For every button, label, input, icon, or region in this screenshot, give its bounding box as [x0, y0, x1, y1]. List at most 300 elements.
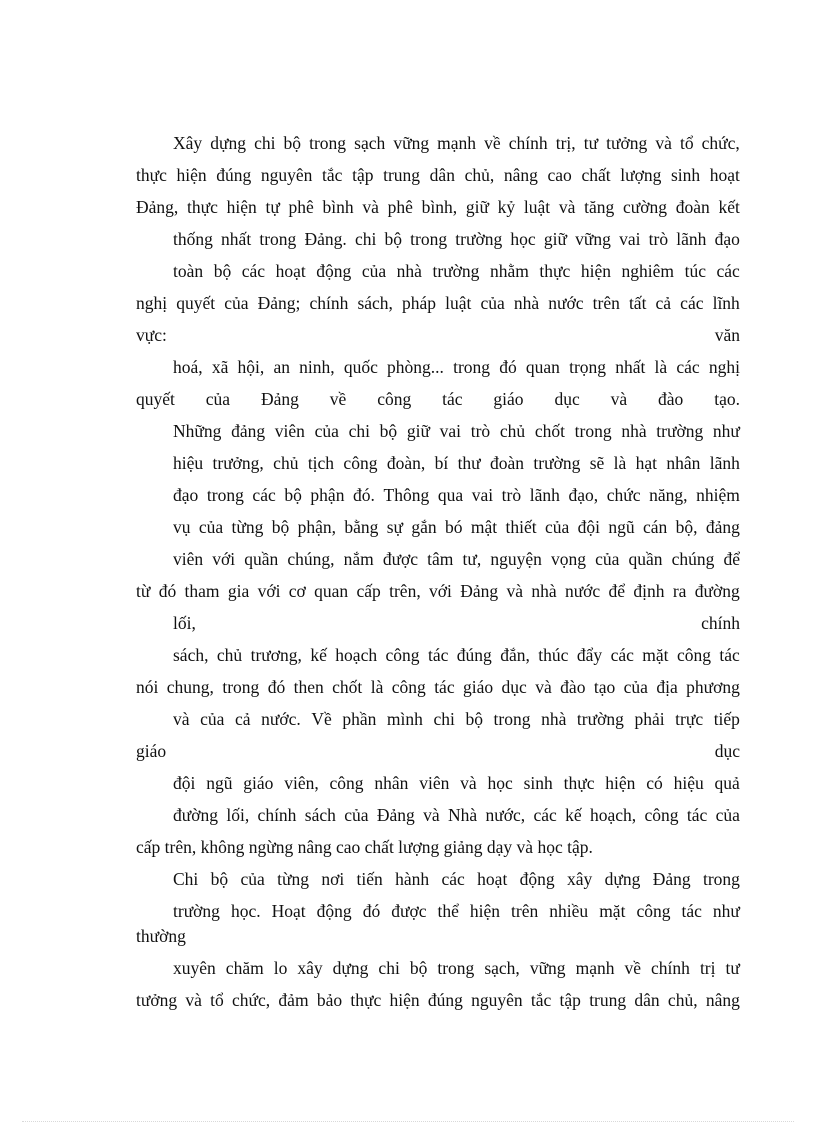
- word: của: [198, 517, 224, 537]
- text-line: [173, 644, 740, 666]
- word: và: [173, 709, 190, 729]
- word: tác: [686, 805, 708, 825]
- word: thực: [136, 165, 167, 185]
- word: và: [655, 133, 672, 153]
- word: sách,: [357, 293, 393, 313]
- word: chức,: [701, 133, 740, 153]
- word: và: [610, 389, 628, 409]
- word: sự: [386, 517, 404, 537]
- word: các: [441, 869, 465, 889]
- word: đào: [560, 677, 586, 697]
- word: Đảng: [376, 805, 415, 825]
- word: quyết: [136, 389, 175, 409]
- word: phòng...: [387, 357, 444, 377]
- word: các: [533, 805, 557, 825]
- word: chủ,: [667, 990, 698, 1010]
- word: tự: [265, 197, 280, 217]
- word: bộ: [283, 133, 302, 153]
- word: hoá,: [173, 357, 203, 377]
- word: tắc: [530, 990, 552, 1010]
- word: trọng: [569, 357, 607, 377]
- word: chính: [257, 805, 297, 825]
- word: hoạt: [477, 869, 508, 889]
- word: dục: [714, 741, 740, 761]
- word: Nhà: [448, 805, 478, 825]
- word: dựng: [332, 958, 369, 978]
- word: nơi: [321, 869, 345, 889]
- word: địa: [656, 677, 678, 697]
- word: chủ: [499, 421, 526, 441]
- word: mật: [470, 517, 498, 537]
- word: luật: [445, 293, 472, 313]
- word: nói: [136, 677, 159, 697]
- word: công: [636, 901, 671, 921]
- word: học: [487, 773, 513, 793]
- text-line: [173, 420, 740, 442]
- word: vụ: [173, 517, 191, 537]
- word: nghị: [708, 357, 740, 377]
- word: các: [680, 293, 704, 313]
- word: cơ: [288, 581, 306, 601]
- word: nâng: [705, 990, 740, 1010]
- text-line: [173, 260, 740, 282]
- word: của: [544, 517, 570, 537]
- word: và: [506, 581, 523, 601]
- word: kỷ: [497, 197, 516, 217]
- word: và: [535, 677, 552, 697]
- word: cao: [547, 165, 572, 185]
- word: nhằm: [489, 261, 529, 281]
- word: nhiều: [549, 901, 589, 921]
- word: trực: [675, 709, 704, 729]
- word: phải: [634, 709, 665, 729]
- word: ngũ: [206, 773, 233, 793]
- word: xã: [211, 357, 229, 377]
- word: dựng: [604, 869, 641, 889]
- word: trung: [589, 990, 627, 1010]
- word: ninh,: [299, 357, 335, 377]
- word: là: [613, 453, 627, 473]
- word: đó: [158, 581, 177, 601]
- word: của: [344, 805, 369, 825]
- text-line: [173, 612, 740, 634]
- word: công: [377, 389, 412, 409]
- word: đắn,: [500, 645, 530, 665]
- word: trường: [173, 901, 220, 921]
- word: luật: [523, 197, 551, 217]
- word: lãnh: [676, 229, 707, 249]
- word: dục: [554, 389, 580, 409]
- word: học: [510, 229, 536, 249]
- word: Xây: [173, 133, 203, 153]
- word: quốc: [343, 357, 378, 377]
- word: bí: [434, 453, 449, 473]
- word: trường: [432, 261, 480, 281]
- word: mình: [386, 709, 423, 729]
- word: thực: [187, 197, 218, 217]
- word: các: [252, 485, 276, 505]
- word: nước: [548, 293, 584, 313]
- word: nước.: [261, 709, 301, 729]
- word: công: [676, 645, 711, 665]
- word: bình,: [421, 197, 458, 217]
- word: được: [391, 901, 427, 921]
- word: tiếp: [713, 709, 740, 729]
- word: đúng: [216, 165, 252, 185]
- word: giữ: [543, 229, 567, 249]
- word: thống: [173, 229, 213, 249]
- word: như: [712, 901, 740, 921]
- word: tác: [434, 677, 455, 697]
- word: cường: [622, 197, 667, 217]
- word: sách: [304, 805, 336, 825]
- word: giáo: [243, 773, 274, 793]
- word: vai: [439, 421, 462, 441]
- word: công: [385, 645, 420, 665]
- text-line: [136, 740, 740, 762]
- word: học.: [230, 901, 261, 921]
- word: năng,: [649, 485, 688, 505]
- word: cấp: [356, 581, 381, 601]
- word: bộ: [271, 517, 290, 537]
- word: chốt: [534, 421, 565, 441]
- word: tư: [583, 133, 599, 153]
- word: chính: [701, 613, 740, 633]
- word: Đảng;: [257, 293, 301, 313]
- word: văn: [714, 325, 740, 345]
- word: nguyên: [260, 165, 313, 185]
- text-line: [136, 388, 740, 410]
- word: công: [343, 453, 378, 473]
- word: đó.: [353, 485, 375, 505]
- word: phận,: [297, 517, 336, 537]
- word: xây: [297, 958, 323, 978]
- word: giữ: [406, 421, 430, 441]
- word: chính: [651, 958, 690, 978]
- word: chi: [433, 709, 455, 729]
- word: đảm: [278, 990, 309, 1010]
- word: đúng: [427, 990, 463, 1010]
- word: đội: [173, 773, 196, 793]
- word: về: [484, 133, 501, 153]
- word: bình: [322, 197, 354, 217]
- word: mạnh: [575, 958, 615, 978]
- word: hành: [395, 869, 430, 889]
- word: của: [200, 709, 225, 729]
- word: trong: [493, 709, 531, 729]
- word: đảng: [705, 517, 740, 537]
- text-line: [173, 132, 740, 154]
- word: đào: [658, 389, 684, 409]
- word: và: [460, 773, 477, 793]
- word: với: [257, 581, 281, 601]
- word: đó: [499, 357, 517, 377]
- word: mặt: [642, 645, 669, 665]
- word: dựng: [210, 133, 246, 153]
- word: từng: [231, 517, 264, 537]
- word: phần: [342, 709, 377, 729]
- word: Đảng: [460, 581, 499, 601]
- word: chất: [581, 165, 611, 185]
- word: tạo: [593, 677, 616, 697]
- word: của: [224, 293, 249, 313]
- word: chủ,: [464, 165, 495, 185]
- word: dân: [429, 165, 455, 185]
- word: chi: [348, 421, 370, 441]
- word: nâng: [503, 165, 538, 185]
- word: từng: [277, 869, 309, 889]
- word: cả: [655, 293, 672, 313]
- text-line: [173, 228, 740, 250]
- word: và: [558, 197, 576, 217]
- word: giáo: [463, 677, 494, 697]
- word: nhà: [541, 709, 567, 729]
- word: nhà: [513, 293, 540, 313]
- word: cả: [234, 709, 251, 729]
- word: hiệu: [173, 453, 204, 473]
- word: bộ: [213, 261, 232, 281]
- word: trong: [453, 357, 491, 377]
- page-bottom-rule: [22, 1121, 794, 1122]
- text-line: [173, 957, 740, 979]
- word: thực: [350, 990, 382, 1010]
- word: tất: [628, 293, 647, 313]
- word: đạo,: [568, 485, 599, 505]
- word: đó: [267, 677, 286, 697]
- word: vững: [529, 958, 566, 978]
- word: bộ: [409, 958, 428, 978]
- word: hiện: [176, 165, 207, 185]
- word: trị: [699, 958, 716, 978]
- text-line: [173, 484, 740, 506]
- word: và: [185, 990, 202, 1010]
- word: tưởng: [136, 990, 178, 1010]
- word: tập: [559, 990, 581, 1010]
- word: vững: [393, 133, 430, 153]
- word: bộ: [284, 485, 302, 505]
- text-line: [173, 772, 740, 794]
- word: toàn: [173, 261, 204, 281]
- word: chủ: [216, 645, 243, 665]
- word: trên: [592, 293, 620, 313]
- word: cán: [642, 517, 668, 537]
- word: hoạt: [275, 261, 306, 281]
- word: công: [329, 773, 364, 793]
- word: của: [361, 261, 387, 281]
- word: nhất: [615, 357, 646, 377]
- word: giáo: [136, 741, 167, 761]
- word: nhà: [396, 261, 422, 281]
- word: về: [329, 389, 347, 409]
- word: bộ: [465, 709, 483, 729]
- word: kế: [565, 805, 582, 825]
- text-line: [136, 580, 740, 602]
- word: nhất: [221, 229, 252, 249]
- word: kết: [718, 197, 740, 217]
- word: tiến: [356, 869, 383, 889]
- word: thực: [539, 261, 571, 281]
- word: về: [624, 958, 642, 978]
- word: sinh: [523, 773, 553, 793]
- word: các: [716, 261, 740, 281]
- word: các: [676, 357, 700, 377]
- word: với: [212, 549, 236, 569]
- word: viên: [419, 773, 450, 793]
- word: trong: [437, 958, 475, 978]
- word: thiết: [505, 517, 537, 537]
- word: trong: [574, 421, 612, 441]
- word: nhân: [374, 773, 409, 793]
- word: phê: [288, 197, 314, 217]
- word: tắc: [322, 165, 343, 185]
- word: quyết: [176, 293, 216, 313]
- word: lĩnh: [712, 293, 740, 313]
- word: sách,: [173, 645, 209, 665]
- word: và: [362, 197, 379, 217]
- word: động: [316, 261, 352, 281]
- word: hội,: [237, 357, 265, 377]
- word: gia: [227, 581, 250, 601]
- word: với: [429, 581, 452, 601]
- word: tư: [725, 958, 740, 978]
- word: qua: [437, 485, 464, 505]
- word: sinh: [670, 165, 701, 185]
- word: nước: [564, 581, 601, 601]
- word: từ: [136, 581, 151, 601]
- word: nhà: [531, 581, 557, 601]
- word: trong: [309, 133, 347, 153]
- word: trong: [702, 869, 740, 889]
- word: chúng: [671, 549, 715, 569]
- word: Hoạt: [271, 901, 306, 921]
- word: mạnh: [437, 133, 477, 153]
- word: trong: [259, 229, 297, 249]
- word: sẽ: [589, 453, 605, 473]
- word: hiệu: [673, 773, 704, 793]
- word: trị,: [555, 133, 576, 153]
- word: tổ: [210, 990, 224, 1010]
- word: nguyên: [471, 990, 523, 1010]
- text-line: thường: [136, 926, 186, 946]
- word: an: [273, 357, 290, 377]
- word: là: [370, 677, 384, 697]
- word: phận: [310, 485, 345, 505]
- word: viên,: [284, 773, 319, 793]
- text-line: [173, 356, 740, 378]
- word: hiện: [580, 261, 611, 281]
- word: tịch: [307, 453, 335, 473]
- word: đoàn,: [386, 453, 426, 473]
- word: nước,: [485, 805, 526, 825]
- word: thể: [437, 901, 459, 921]
- word: Về: [311, 709, 332, 729]
- word: nguyện: [490, 549, 542, 569]
- text-line: [136, 989, 740, 1011]
- word: sạch: [354, 133, 386, 153]
- text-line: [136, 196, 740, 218]
- word: trung: [383, 165, 421, 185]
- word: trương,: [250, 645, 302, 665]
- word: quần: [628, 549, 663, 569]
- word: nhiệm: [696, 485, 740, 505]
- word: nghị: [136, 293, 168, 313]
- word: là: [654, 357, 668, 377]
- word: tác: [681, 901, 702, 921]
- word: dục: [501, 677, 527, 697]
- text-line: cấp trên, không ngừng nâng cao chất lượng giảng dạy và học tập.: [136, 837, 593, 857]
- text-line: [136, 292, 740, 314]
- word: của: [623, 677, 648, 697]
- word: tăng: [584, 197, 615, 217]
- word: bó: [445, 517, 463, 537]
- word: trên,: [389, 581, 421, 601]
- word: vọng: [550, 549, 586, 569]
- word: xây: [567, 869, 593, 889]
- word: tâm: [427, 549, 454, 569]
- text-line: [173, 548, 740, 570]
- word: lãnh: [709, 453, 740, 473]
- word: Đảng,: [136, 197, 179, 217]
- word: chi: [378, 958, 400, 978]
- word: quan: [314, 581, 349, 601]
- word: động: [519, 869, 555, 889]
- word: ngũ: [608, 517, 635, 537]
- word: quả: [714, 773, 740, 793]
- word: tư,: [462, 549, 482, 569]
- word: trường: [455, 229, 503, 249]
- word: mặt: [599, 901, 626, 921]
- word: tổ: [679, 133, 694, 153]
- word: bộ,: [675, 517, 698, 537]
- text-line: [173, 900, 740, 922]
- word: xuyên: [173, 958, 216, 978]
- word: và: [423, 805, 440, 825]
- word: đảng: [231, 421, 266, 441]
- word: hiện: [469, 901, 501, 921]
- word: tham: [184, 581, 220, 601]
- word: sạch,: [484, 958, 520, 978]
- word: của: [314, 421, 339, 441]
- word: giữ: [465, 197, 489, 217]
- word: nắm: [343, 549, 374, 569]
- word: của: [480, 293, 505, 313]
- word: nghiêm: [621, 261, 675, 281]
- word: bằng: [344, 517, 379, 537]
- word: túc: [684, 261, 706, 281]
- word: như: [712, 421, 740, 441]
- word: định: [633, 581, 665, 601]
- word: lối,: [173, 613, 196, 633]
- word: hoạch,: [590, 805, 637, 825]
- word: bảo: [316, 990, 343, 1010]
- word: Chi: [173, 869, 199, 889]
- word: chúng,: [287, 549, 335, 569]
- word: đoàn: [675, 197, 710, 217]
- word: có: [646, 773, 663, 793]
- word: lượng: [620, 165, 662, 185]
- word: kế: [310, 645, 327, 665]
- word: tác: [427, 645, 449, 665]
- word: của: [240, 869, 265, 889]
- word: vững: [575, 229, 611, 249]
- text-line: [136, 164, 740, 186]
- word: Đảng: [260, 389, 299, 409]
- word: hiện: [605, 773, 636, 793]
- word: trò: [648, 229, 669, 249]
- word: trong: [410, 229, 448, 249]
- word: công: [391, 677, 426, 697]
- word: hạt: [635, 453, 658, 473]
